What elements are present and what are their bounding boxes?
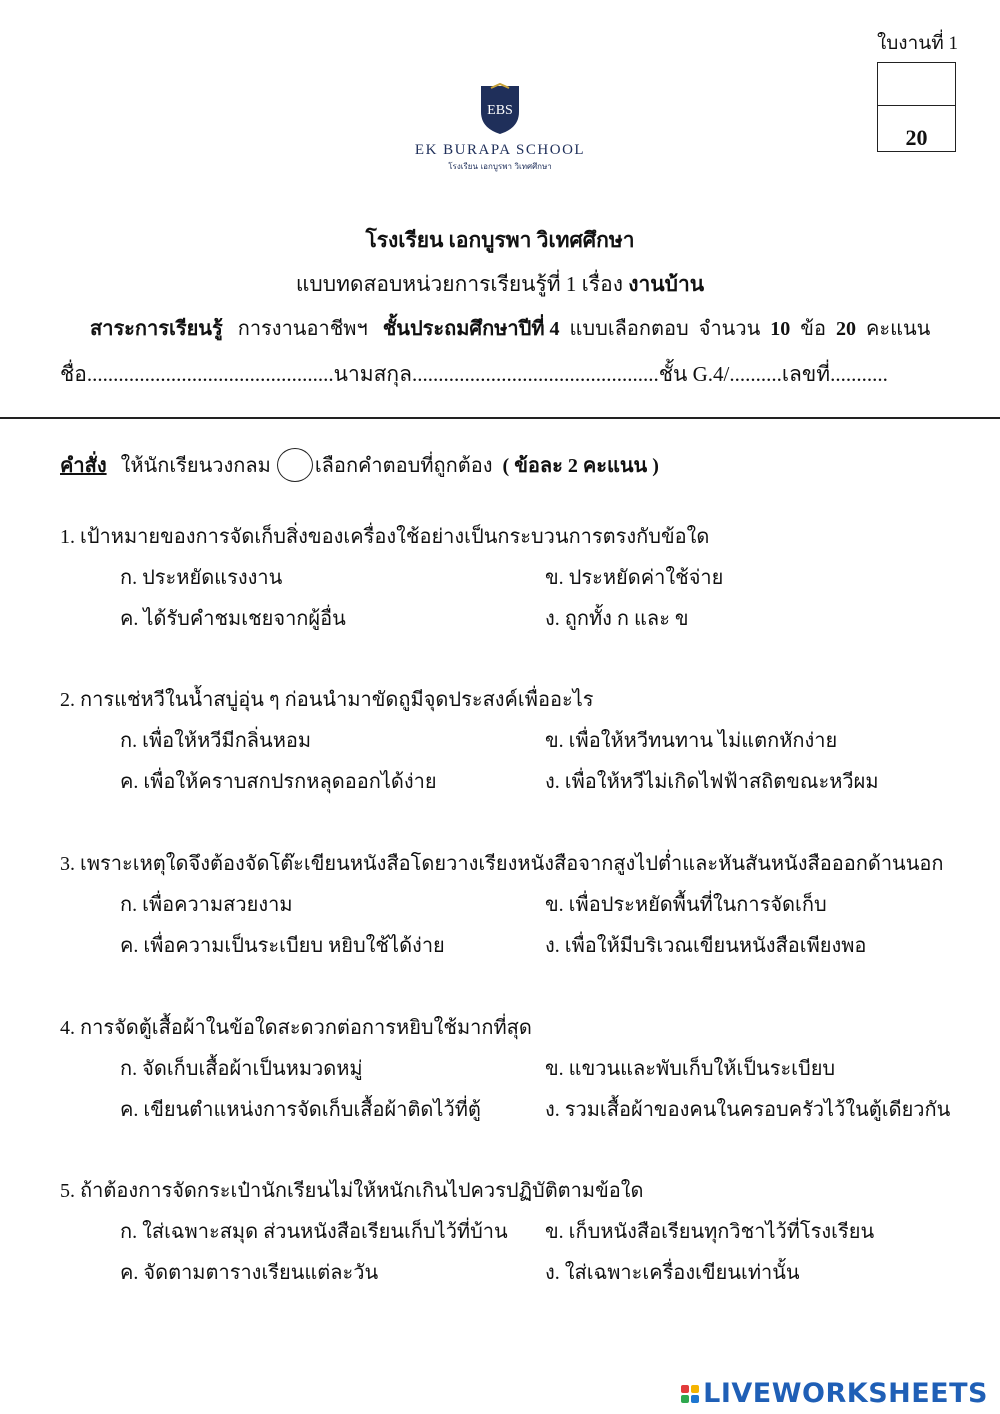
liveworksheets-logo	[681, 1378, 988, 1409]
score-divider	[878, 105, 955, 106]
q1-option-c[interactable]: ค. ได้รับคำชมเชยจากผู้อื่น	[120, 608, 346, 630]
q4-option-d[interactable]: ง. รวมเสื้อผ้าของคนในครอบครัวไว้ในตู้เดียวกัน	[545, 1099, 951, 1121]
score-box	[877, 62, 956, 152]
q1-option-d[interactable]: ง. ถูกทั้ง ก และ ข	[545, 608, 689, 630]
q5-option-a[interactable]: ก. ใส่เฉพาะสมุด ส่วนหนังสือเรียนเก็บไว้ที่บ้าน	[120, 1221, 508, 1243]
shield-icon	[477, 82, 523, 136]
q3-option-a[interactable]: ก. เพื่อความสวยงาม	[120, 894, 293, 916]
instruction-text-after: เลือกคำตอบที่ถูกต้อง	[314, 455, 493, 477]
test-type: แบบเลือกตอบ	[569, 318, 689, 340]
school-name-en: EK BURAPA SCHOOL	[414, 142, 586, 158]
instruction-points: ( ข้อละ 2 คะแนน )	[502, 455, 659, 477]
score-unit: คะแนน	[865, 318, 931, 340]
q3-option-c[interactable]: ค. เพื่อความเป็นระเบียบ หยิบใช้ได้ง่าย	[120, 935, 445, 957]
q4-option-a[interactable]: ก. จัดเก็บเสื้อผ้าเป็นหมวดหมู่	[120, 1058, 363, 1080]
school-logo	[410, 82, 590, 173]
q4-option-b[interactable]: ข. แขวนและพับเก็บให้เป็นระเบียบ	[545, 1058, 836, 1080]
test-subtitle	[0, 268, 1000, 301]
q2-option-a[interactable]: ก. เพื่อให้หวีมีกลิ่นหอม	[120, 730, 312, 752]
count-label: จำนวน	[698, 318, 761, 340]
school-name-th-small: โรงเรียน เอกบูรพา วิเทศศึกษา	[448, 162, 552, 171]
subject-label: สาระการเรียนรู้	[90, 318, 223, 340]
q2-option-d[interactable]: ง. เพื่อให้หวีไม่เกิดไฟฟ้าสถิตขณะหวีผม	[545, 771, 879, 793]
q5-option-d[interactable]: ง. ใส่เฉพาะเครื่องเขียนเท่านั้น	[545, 1262, 800, 1284]
page-title: โรงเรียน เอกบูรพา วิเทศศึกษา	[365, 228, 635, 252]
question-4: 4. การจัดตู้เสื้อผ้าในข้อใดสะดวกต่อการหยิบใช้มากที่สุด	[60, 1017, 532, 1039]
liveworksheets-brand: LIVEWORKSHEETS	[703, 1378, 988, 1409]
question-1: 1. เป้าหมายของการจัดเก็บสิ่งของเครื่องใช้อย่างเป็นกระบวนการตรงกับข้อใด	[60, 526, 710, 548]
q5-option-c[interactable]: ค. จัดตามตารางเรียนแต่ละวัน	[120, 1262, 379, 1284]
q1-option-b[interactable]: ข. ประหยัดค่าใช้จ่าย	[545, 567, 724, 589]
instruction-text-before: ให้นักเรียนวงกลม	[120, 455, 271, 477]
q3-option-b[interactable]: ข. เพื่อประหยัดพื้นที่ในการจัดเก็บ	[545, 894, 827, 916]
total-score: 20	[835, 318, 856, 340]
q2-option-c[interactable]: ค. เพื่อให้คราบสกปรกหลุดออกได้ง่าย	[120, 771, 437, 793]
subject-info-line	[90, 312, 930, 344]
subtitle-text: แบบทดสอบหน่วยการเรียนรู้ที่ 1 เรื่อง	[295, 272, 623, 296]
instruction	[60, 448, 659, 482]
subtitle-topic: งานบ้าน	[628, 272, 705, 296]
q4-option-c[interactable]: ค. เขียนตำแหน่งการจัดเก็บเสื้อผ้าติดไว้ที่ตู้	[120, 1099, 481, 1121]
student-info-line: ชื่อ...............................................นามสกุล...............................................ชั้น G.4/..........เลขที่...........	[60, 362, 888, 386]
instruction-label: คำสั่ง	[60, 455, 107, 477]
question-2: 2. การแช่หวีในน้ำสบู่อุ่น ๆ ก่อนนำมาขัดถูมีจุดประสงค์เพื่ออะไร	[60, 689, 594, 711]
logo-initials: EBS	[487, 103, 513, 118]
grade-value: ชั้นประถมศึกษาปีที่ 4	[382, 318, 560, 340]
question-5: 5. ถ้าต้องการจัดกระเป๋านักเรียนไม่ให้หนักเกินไปควรปฏิบัติตามข้อใด	[60, 1180, 644, 1202]
q1-option-a[interactable]: ก. ประหยัดแรงงาน	[120, 567, 283, 589]
score-total: 20	[905, 125, 928, 150]
divider	[0, 417, 1000, 419]
q2-option-b[interactable]: ข. เพื่อให้หวีทนทาน ไม่แตกหักง่าย	[545, 730, 838, 752]
subject-value: การงานอาชีพฯ	[237, 318, 368, 340]
liveworksheets-icon	[681, 1385, 699, 1403]
count-unit: ข้อ	[800, 318, 826, 340]
q5-option-b[interactable]: ข. เก็บหนังสือเรียนทุกวิชาไว้ที่โรงเรียน	[545, 1221, 875, 1243]
q3-option-d[interactable]: ง. เพื่อให้มีบริเวณเขียนหนังสือเพียงพอ	[545, 935, 867, 957]
question-3: 3. เพราะเหตุใดจึงต้องจัดโต๊ะเขียนหนังสือโดยวางเรียงหนังสือจากสูงไปต่ำและหันสันหนังสือออกด้านนอก	[60, 853, 944, 875]
worksheet-number: ใบงานที่ 1	[876, 33, 958, 54]
question-count: 10	[770, 318, 791, 340]
circle-icon	[277, 448, 313, 482]
